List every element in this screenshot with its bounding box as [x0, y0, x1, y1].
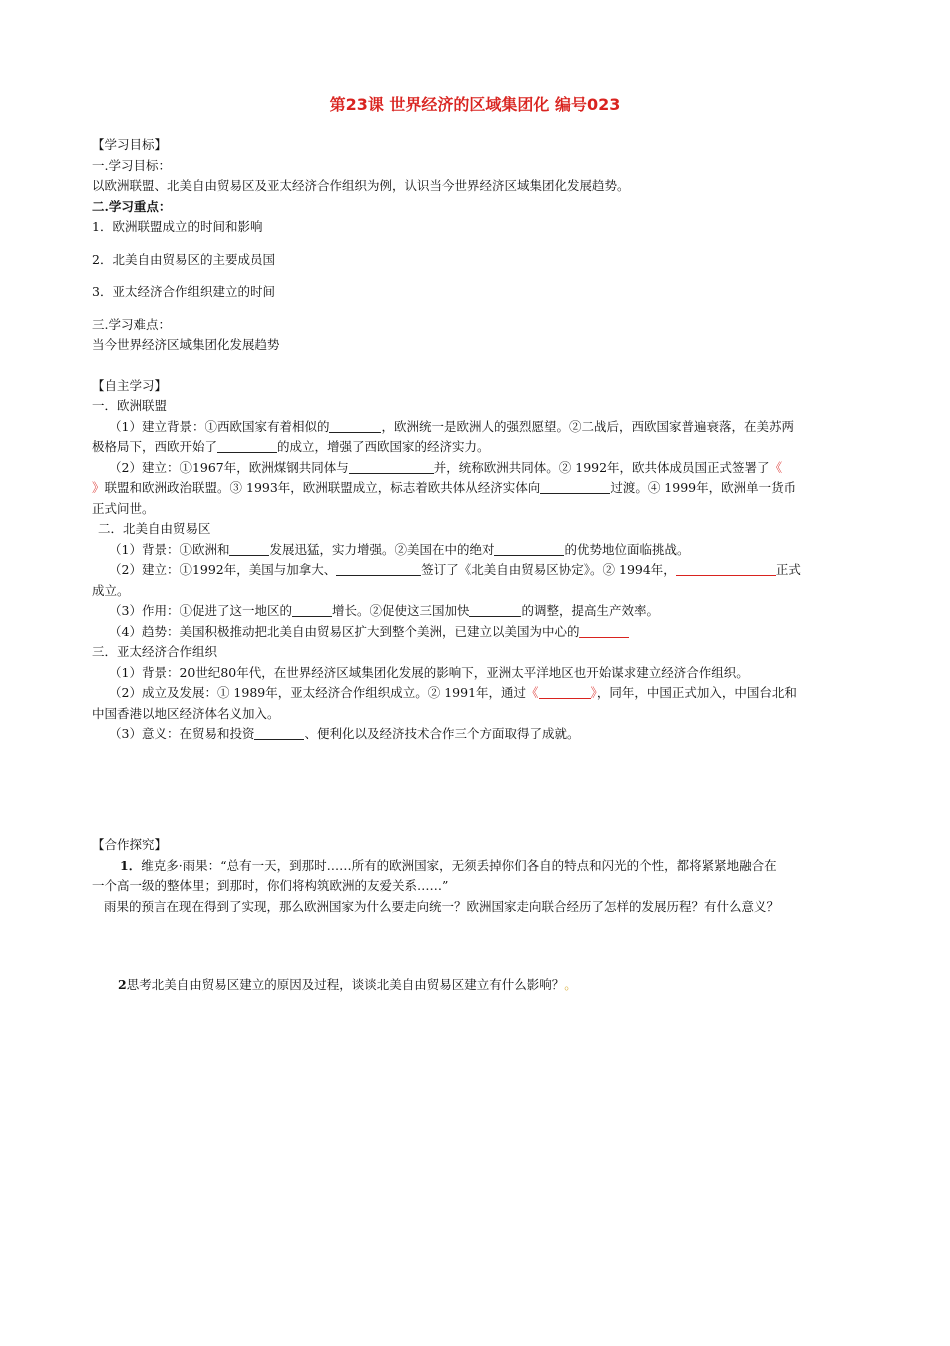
learning-goals-section	[92, 135, 858, 745]
goals-text-1: 以欧洲联盟、北美自由贸易区及亚太经济合作组织为例，认识当今世界经济区域集团化发展趋势。	[92, 178, 630, 193]
text: 、便利化以及经济技术合作三个方面取得了成就。	[304, 726, 580, 741]
apec-founding-line-2: 中国香港以地区经济体名义加入。	[92, 705, 280, 721]
nafta-effect	[92, 601, 858, 622]
bracket-close: 》	[92, 480, 105, 495]
text: 的优势地位面临挑战。	[564, 541, 690, 557]
eu-heading: 一．欧洲联盟	[92, 398, 168, 413]
text: （4）趋势：美国积极推动把北美自由贸易区扩大到整个美洲，已建立以美国为中心的	[109, 623, 580, 639]
fill-blank[interactable]	[469, 603, 521, 617]
text: 维克多·雨果：“总有一天，到那时……所有的欧洲国家，无须丢掉你们各自的特点和闪光的个性，都将紧紧地融合在	[141, 857, 777, 873]
text: 发展迅猛，实力增强。②美国在中的绝对	[269, 541, 495, 557]
text: （2）建立：①1967年，欧洲煤钢共同体与	[109, 459, 349, 475]
eu-background-line-2	[92, 437, 858, 458]
eu-background-line-1	[92, 417, 858, 438]
text: 的调整，提高生产效率。	[521, 603, 659, 618]
nafta-founding-line-2: 成立。	[92, 582, 130, 598]
goals-heading-3: 三.学习难点：	[92, 316, 171, 332]
question-1-line-2: 一个高一级的整体里；到那时，你们将构筑欧洲的友爱关系……”	[92, 878, 449, 893]
question-number: 2	[118, 977, 127, 992]
question-2-line	[118, 975, 858, 995]
bracket-open: 《	[526, 685, 539, 700]
text: ，同年，中国正式加入，中国台北和	[596, 685, 797, 700]
fill-blank[interactable]	[539, 685, 591, 699]
page-title: 第23课 世界经济的区域集团化 编号023	[329, 95, 621, 114]
apec-background: （1）背景：20世纪80年代，在世界经济区域集团化发展的影响下，亚洲太平洋地区也开始谋求建立经济合作组织。	[109, 664, 749, 680]
text: （1）背景：①欧洲和	[109, 541, 230, 557]
period-mark: 。	[564, 977, 577, 992]
eu-founding-line-2	[92, 478, 858, 499]
goals-text-3: 当今世界经济区域集团化发展趋势	[92, 337, 280, 352]
bracket-open: 《	[769, 459, 783, 475]
apec-founding-line-1	[92, 683, 858, 704]
fill-blank[interactable]	[336, 562, 421, 576]
fill-blank[interactable]	[217, 439, 277, 453]
text: 并，统称欧洲共同体。② 1992年，欧共体成员国正式签署了	[433, 459, 770, 475]
text: 签订了《北美自由贸易区协定》。② 1994年，	[421, 562, 676, 577]
nafta-trend	[92, 622, 858, 643]
text: ，欧洲统一是欧洲人的强烈愿望。②二战后，西欧国家普遍衰落，在美苏两	[381, 418, 794, 434]
fill-blank[interactable]	[579, 624, 629, 638]
fill-blank[interactable]	[676, 562, 776, 576]
goals-heading-2: 二.学习重点：	[92, 198, 172, 214]
section-header-goals: 【学习目标】	[92, 137, 168, 152]
fill-blank[interactable]	[540, 480, 610, 494]
fill-blank[interactable]	[349, 460, 434, 474]
question-1-line-3: 雨果的预言在现在得到了实现，那么欧洲国家为什么要走向统一？欧洲国家走向联合经历了怎样的发展历程？有什么意义？	[104, 898, 780, 914]
cooperative-inquiry-section	[92, 835, 858, 917]
key-point-2: 2．北美自由贸易区的主要成员国	[92, 251, 275, 267]
text: 增长。②促使这三国加快	[331, 603, 470, 618]
eu-founding-line-1	[92, 458, 858, 479]
key-point-1: 1．欧洲联盟成立的时间和影响	[92, 219, 263, 234]
text: 过渡。④ 1999年，欧洲单一货币	[610, 480, 797, 495]
bracket-close: 》	[590, 685, 597, 700]
text: 的成立，增强了西欧国家的经济实力。	[277, 439, 490, 454]
text: 正式	[775, 562, 801, 577]
question-number: 1．	[120, 857, 142, 873]
question-2	[118, 975, 858, 995]
nafta-founding-line-1	[92, 560, 858, 581]
fill-blank[interactable]	[229, 542, 269, 556]
text: （2）成立及发展：① 1989年，亚太经济合作组织成立。② 1991年，通过	[109, 685, 527, 700]
text: 思考北美自由贸易区建立的原因及过程，谈谈北美自由贸易区建立有什么影响？	[126, 977, 565, 992]
fill-blank[interactable]	[329, 419, 381, 433]
goals-heading-1: 一.学习目标：	[92, 157, 171, 173]
text: （3）意义：在贸易和投资	[109, 726, 255, 741]
section-header-coop: 【合作探究】	[92, 837, 168, 852]
text: 极格局下，西欧开始了	[92, 439, 218, 454]
nafta-background	[92, 540, 858, 561]
question-1-line-1	[92, 856, 858, 877]
text: 联盟和欧洲政治联盟。③ 1993年，欧洲联盟成立，标志着欧共体从经济实体向	[104, 480, 541, 495]
apec-significance	[92, 724, 858, 745]
apec-heading: 三．亚太经济合作组织	[92, 644, 218, 659]
eu-founding-line-3: 正式问世。	[92, 500, 155, 516]
text: （3）作用：①促进了这一地区的	[109, 603, 292, 618]
key-point-3: 3．亚太经济合作组织建立的时间	[92, 284, 275, 299]
fill-blank[interactable]	[292, 603, 332, 617]
fill-blank[interactable]	[254, 726, 304, 740]
section-header-self-study: 【自主学习】	[92, 377, 168, 393]
nafta-heading: 二．北美自由贸易区	[98, 521, 211, 536]
fill-blank[interactable]	[494, 542, 564, 556]
text: （1）建立背景：①西欧国家有着相似的	[109, 418, 330, 434]
text: （2）建立：①1992年，美国与加拿大、	[109, 562, 337, 577]
